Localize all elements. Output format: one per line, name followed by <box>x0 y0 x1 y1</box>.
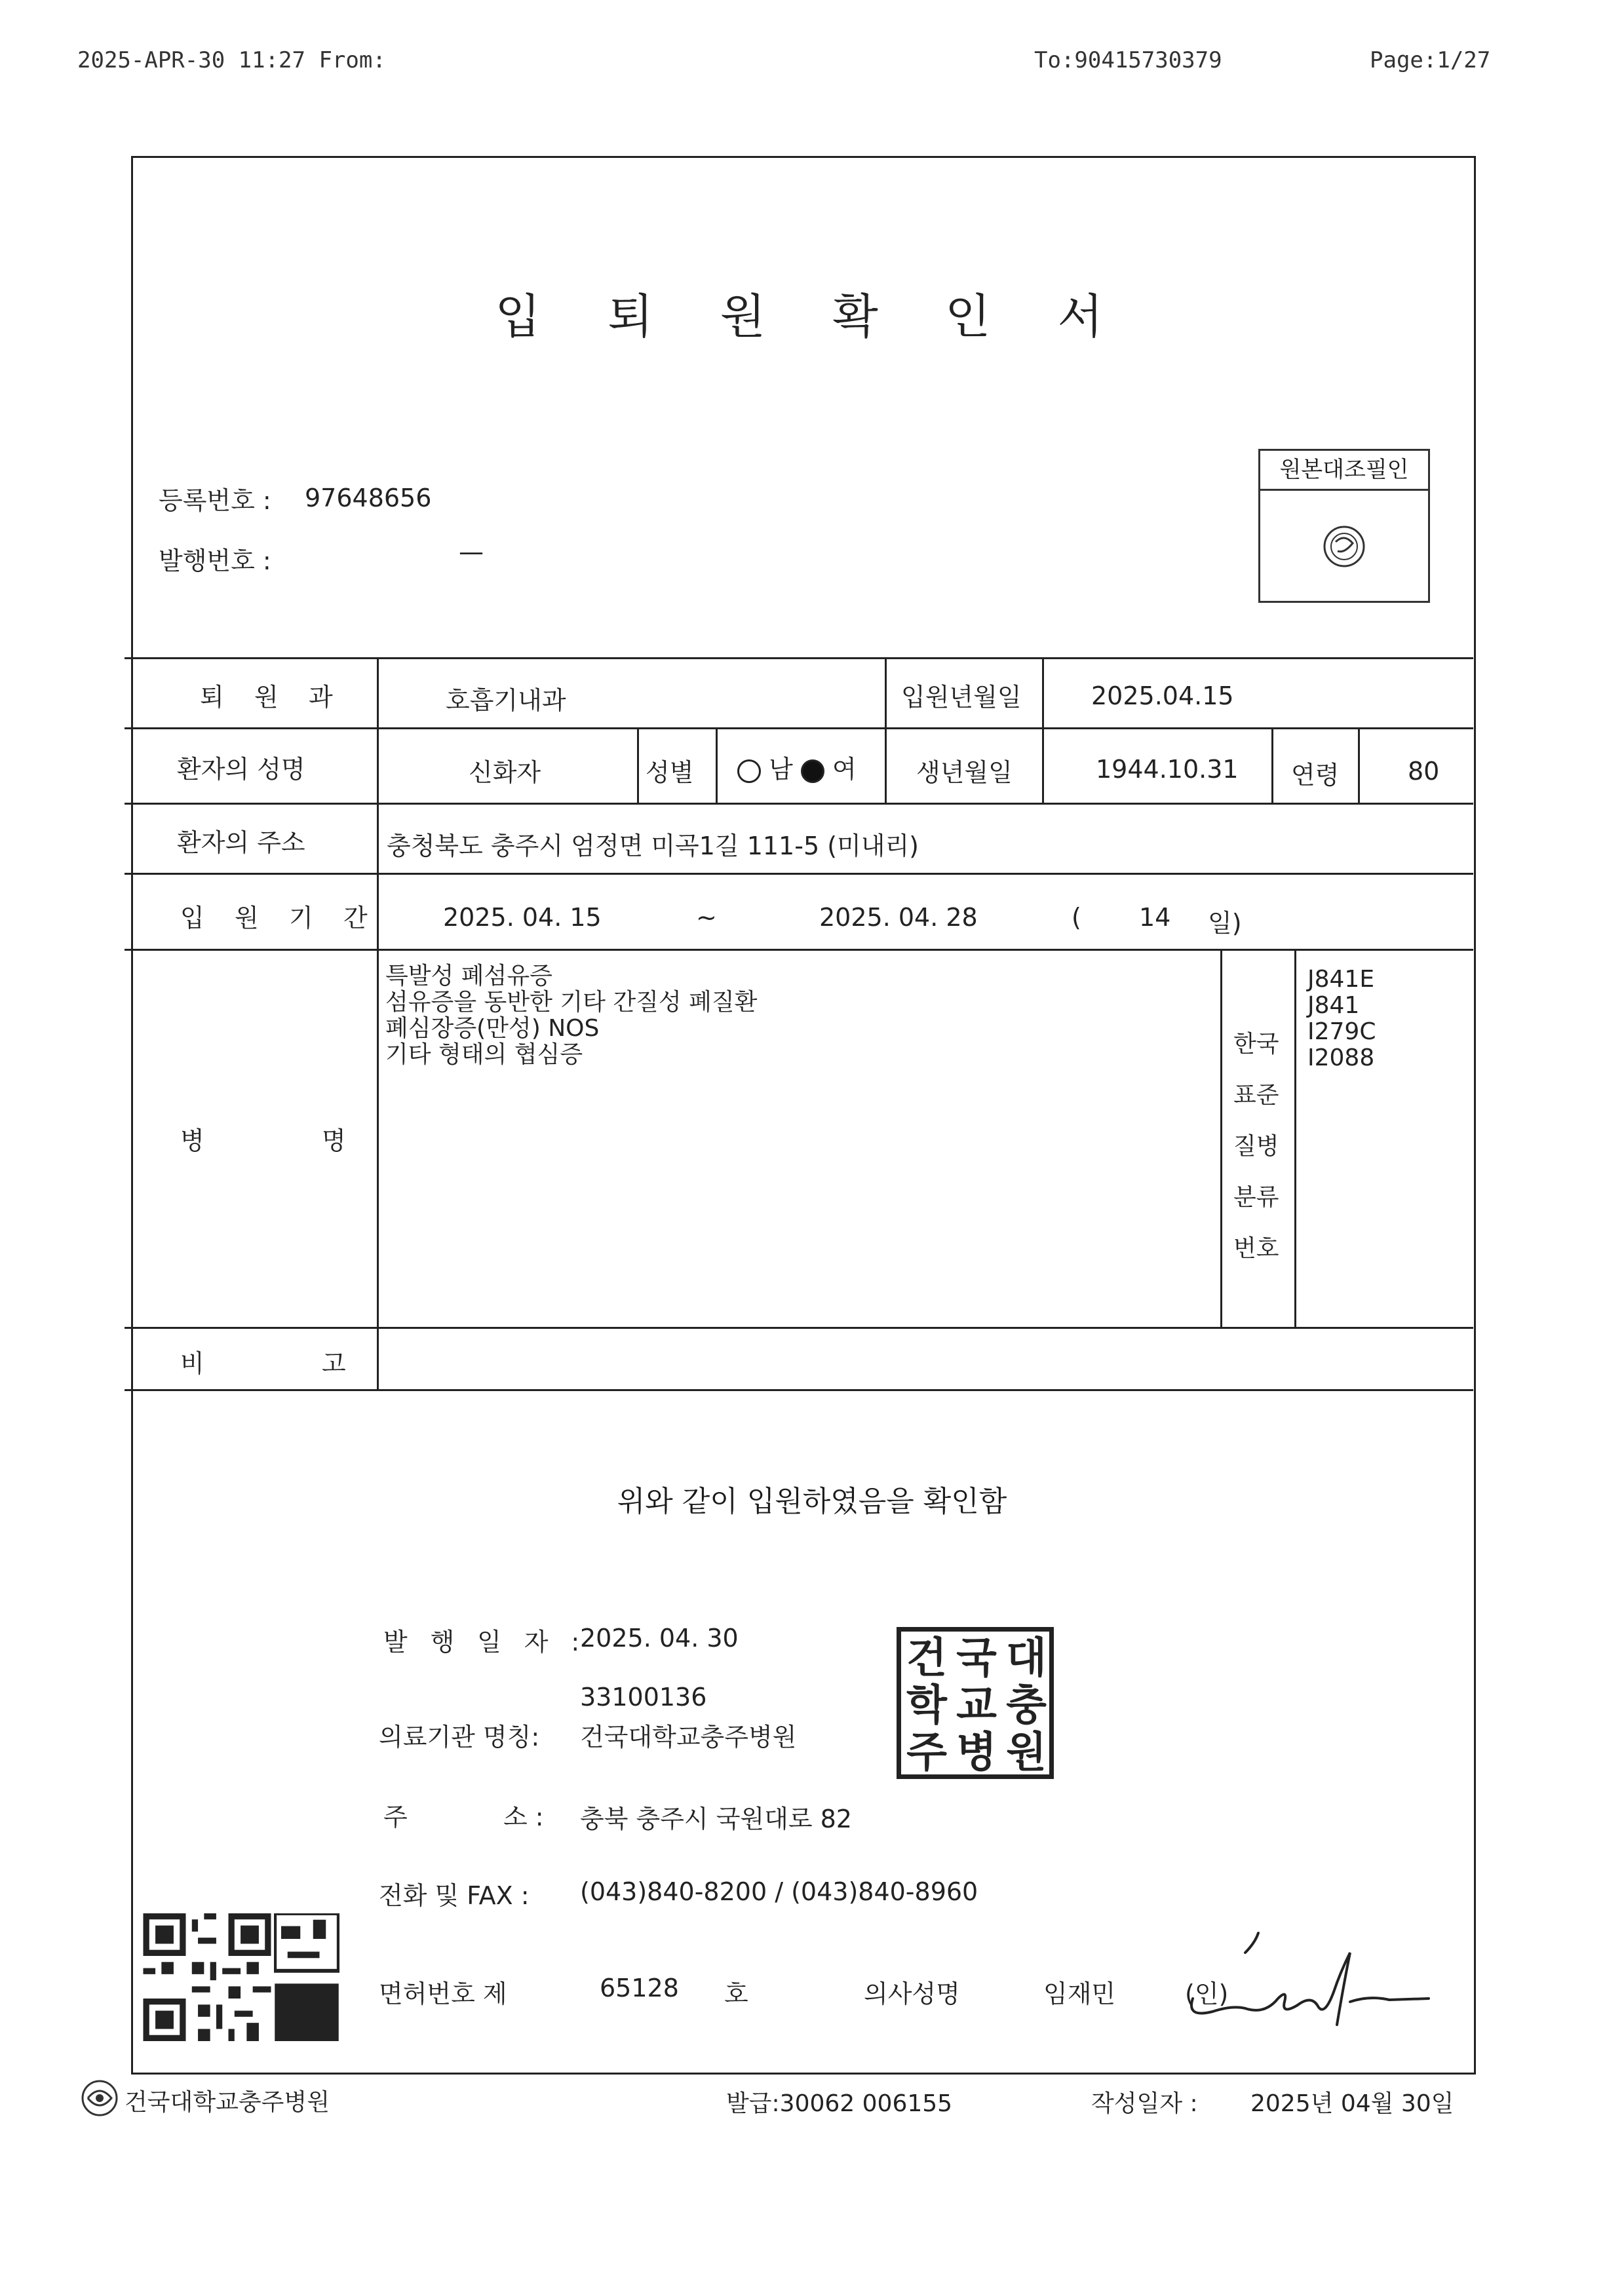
seal-char: 국 <box>956 1634 997 1683</box>
institution-name: 건국대학교충주병원 <box>580 1723 797 1751</box>
table-line <box>125 803 1473 805</box>
kcd-label-part: 번호 <box>1233 1235 1279 1262</box>
remark-label: 비 고 <box>180 1349 401 1378</box>
kcd-code: J841E <box>1307 966 1375 993</box>
footer-issue-code: 발급:30062 006155 <box>726 2090 953 2117</box>
period-open-paren: ( <box>1072 903 1081 932</box>
admit-date-value: 2025.04.15 <box>1091 681 1234 710</box>
patient-name-label: 환자의 성명 <box>177 755 305 784</box>
period-unit: 일) <box>1208 909 1242 938</box>
document-title: 입 퇴 원 확 인 서 <box>495 289 1129 344</box>
hospital-logo-icon <box>79 2077 121 2119</box>
kcd-label-part: 표준 <box>1233 1082 1279 1109</box>
table-line <box>885 657 887 803</box>
sex-label: 성별 <box>646 758 694 787</box>
seal-char: 대 <box>1006 1634 1047 1683</box>
table-line <box>1042 657 1044 803</box>
license-number: 65128 <box>600 1974 679 2002</box>
kcd-label <box>1233 1019 1279 1274</box>
address-label-a: 주 <box>383 1803 408 1831</box>
issue-date-value: 2025. 04. 30 <box>580 1624 739 1653</box>
table-line <box>716 727 718 803</box>
institution-label: 의료기관 명칭: <box>379 1723 540 1751</box>
kcd-code: I279C <box>1307 1018 1376 1045</box>
table-line <box>125 1389 1473 1391</box>
period-separator: ~ <box>696 903 717 932</box>
phone-value: (043)840-8200 / (043)840-8960 <box>580 1877 978 1906</box>
admission-period-label: 입 원 기 간 <box>180 904 379 932</box>
seal-char: 주 <box>906 1729 947 1777</box>
seal-mark: (인) <box>1185 1980 1229 2008</box>
period-days: 14 <box>1139 903 1171 932</box>
original-stamp-box <box>1258 449 1430 603</box>
birth-date-label: 생년월일 <box>916 758 1013 787</box>
hospital-seal <box>897 1627 1054 1779</box>
address-value: 충청북도 충주시 엄정면 미곡1길 111-5 (미내리) <box>387 832 919 860</box>
admit-date-label: 입원년월일 <box>901 683 1022 712</box>
address-label: 환자의 주소 <box>177 828 305 857</box>
diagnosis-item: 특발성 폐섬유증 <box>385 963 552 989</box>
sex-female-label: 여 <box>832 755 857 784</box>
seal-char: 학 <box>906 1681 947 1730</box>
kcd-code: J841 <box>1307 992 1360 1019</box>
seal-char: 충 <box>1006 1681 1047 1730</box>
doctor-signature-icon <box>1173 1926 1435 2044</box>
sex-male-radio <box>737 759 761 783</box>
license-suffix: 호 <box>724 1980 748 2008</box>
table-line <box>125 1327 1473 1329</box>
table-line <box>125 873 1473 875</box>
issue-no-value: — <box>459 537 484 566</box>
table-line <box>637 727 639 803</box>
diagnosis-item: 기타 형태의 협심증 <box>385 1041 583 1068</box>
table-line <box>125 949 1473 951</box>
seal-char: 원 <box>1006 1729 1047 1777</box>
period-start: 2025. 04. 15 <box>443 903 602 932</box>
license-label: 면허번호 제 <box>379 1980 507 2008</box>
kcd-label-part: 한국 <box>1233 1031 1279 1058</box>
table-line <box>125 657 1473 659</box>
age-label: 연령 <box>1291 761 1340 790</box>
confirmation-text: 위와 같이 입원하였음을 확인함 <box>617 1485 1007 1518</box>
table-line <box>377 657 379 1389</box>
period-end: 2025. 04. 28 <box>819 903 978 932</box>
issue-no-label: 발행번호 : <box>159 546 271 575</box>
secondary-code-icon <box>274 1913 339 2041</box>
seal-char: 교 <box>956 1681 997 1730</box>
seal-char: 건 <box>906 1634 947 1683</box>
diagnosis-label: 병 명 <box>180 1126 401 1155</box>
registration-value: 97648656 <box>305 484 432 512</box>
diagnosis-item: 폐심장증(만성) NOS <box>385 1015 600 1042</box>
fax-page: Page:1/27 <box>1370 47 1491 73</box>
dept-value: 호흡기내과 <box>446 686 566 715</box>
table-line <box>1294 949 1296 1327</box>
table-line <box>1358 727 1360 803</box>
sex-male-label: 남 <box>769 755 793 784</box>
registration-label: 등록번호 : <box>159 486 271 515</box>
qr-code-icon <box>143 1913 271 2041</box>
footer-written-date: 2025년 04월 30일 <box>1250 2090 1454 2117</box>
table-line <box>1271 727 1273 803</box>
table-line <box>1220 949 1222 1327</box>
kcd-label-part: 질병 <box>1233 1133 1279 1160</box>
institution-code: 33100136 <box>580 1683 707 1712</box>
address-label-b: 소 : <box>503 1803 544 1831</box>
phone-label: 전화 및 FAX : <box>379 1881 530 1910</box>
fax-to: To:90415730379 <box>1034 47 1222 73</box>
birth-date-value: 1944.10.31 <box>1096 755 1239 784</box>
sex-options <box>737 749 857 785</box>
footer-written-label: 작성일자 : <box>1091 2090 1198 2117</box>
fax-datetime: 2025-APR-30 11:27 From: <box>77 47 386 73</box>
patient-name-value: 신화자 <box>469 758 541 787</box>
original-stamp-label: 원본대조필인 <box>1260 451 1428 491</box>
sex-female-radio <box>801 759 824 783</box>
hospital-address: 충북 충주시 국원대로 82 <box>580 1805 852 1833</box>
seal-char: 병 <box>956 1729 997 1777</box>
age-value: 80 <box>1408 757 1440 786</box>
diagnosis-item: 섬유증을 동반한 기타 간질성 폐질환 <box>385 989 758 1016</box>
doctor-label: 의사성명 <box>864 1980 960 2008</box>
kcd-label-part: 분류 <box>1233 1184 1279 1211</box>
doctor-name: 임재민 <box>1043 1980 1116 2008</box>
dept-label: 퇴 원 과 <box>200 683 344 712</box>
stamp-mark-icon <box>1260 491 1428 602</box>
issue-date-label: 발 행 일 자 : <box>383 1628 587 1656</box>
kcd-code-list <box>1307 966 1376 1071</box>
diagnosis-list <box>385 963 757 1068</box>
footer-hospital-name: 건국대학교충주병원 <box>125 2089 330 2116</box>
kcd-code: I2088 <box>1307 1044 1375 1071</box>
